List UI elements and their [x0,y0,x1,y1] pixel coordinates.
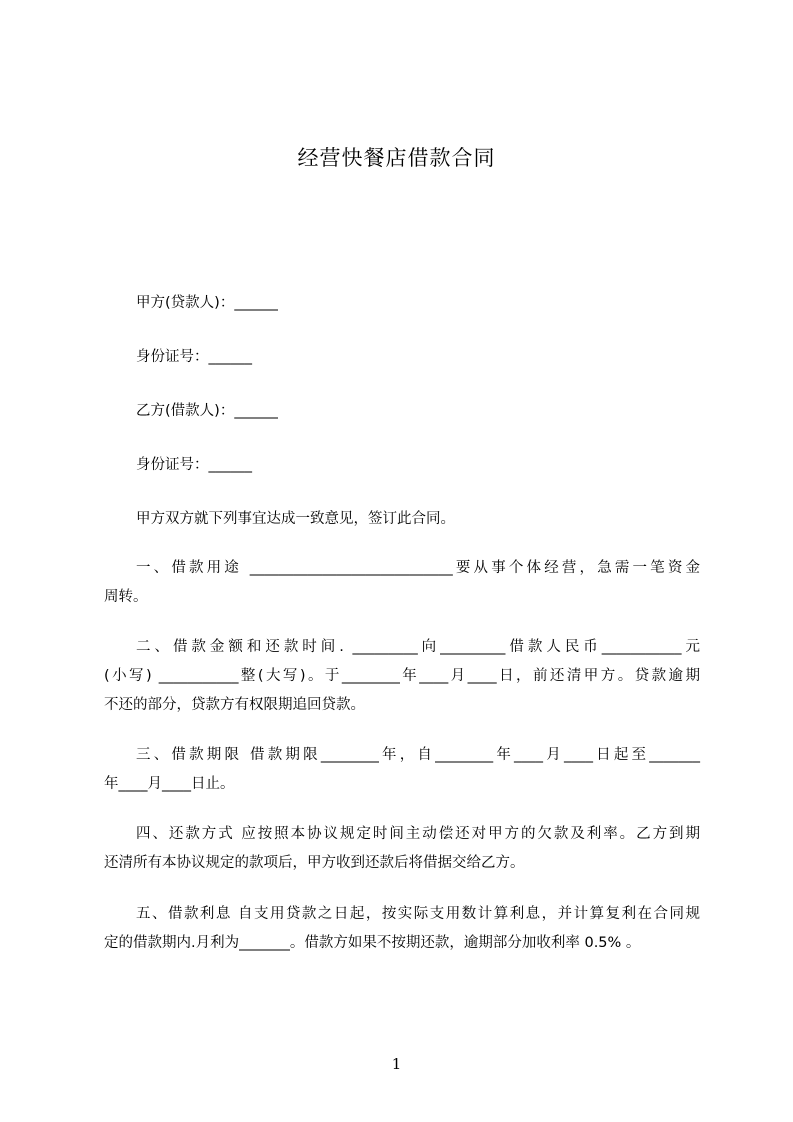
clause-5 [104,900,700,958]
document-title: 经营快餐店借款合同 [297,146,496,170]
clause-5-line-2: 定的借款期内.月利为_______。借款方如果不按期还款，逾期部分加收利率 0.5% 。 [104,935,641,951]
clause-4-line-2: 还清所有本协议规定的款项后，甲方收到还款后将借据交给乙方。 [104,855,525,871]
clause-2 [104,633,700,720]
clause-3-line-2: 年____月____日止。 [104,776,235,792]
party-b-id-field: 身份证号：______ [136,457,252,473]
clause-4-line-1: 四、还款方式 应按照本协议规定时间主动偿还对甲方的欠款及利率。乙方到期 [136,826,700,842]
party-a-field: 甲方(贷款人)：______ [136,295,278,311]
clause-1-line-1: 一、借款用途 ____________________________要从事个体经营，急需一笔资金 [136,560,700,576]
clause-4 [104,820,700,878]
clause-3 [104,741,700,799]
clause-2-line-1: 二、借款金额和还款时间. _________向_________借款人民币___________元 [136,639,700,655]
party-b-field: 乙方(借款人)：______ [136,403,278,419]
party-a-id-field: 身份证号：______ [136,349,252,365]
clause-5-line-1: 五、借款利息 自支用贷款之日起，按实际支用数计算利息，并计算复利在合同规 [136,906,700,922]
page-number: 1 [391,1055,402,1073]
clause-1 [104,554,700,612]
intro-paragraph: 甲方双方就下列事宜达成一致意见，签订此合同。 [136,511,455,527]
clause-2-line-2: (小写) ___________整(大写)。于________年____月____日，前还清甲方。贷款逾期 [104,668,700,684]
clause-2-line-3: 不还的部分，贷款方有权限期追回贷款。 [104,697,365,713]
clause-3-line-1: 三、借款期限 借款期限________年，自________年____月____日起至_______ [136,747,700,763]
clause-1-line-2: 周转。 [104,589,148,605]
